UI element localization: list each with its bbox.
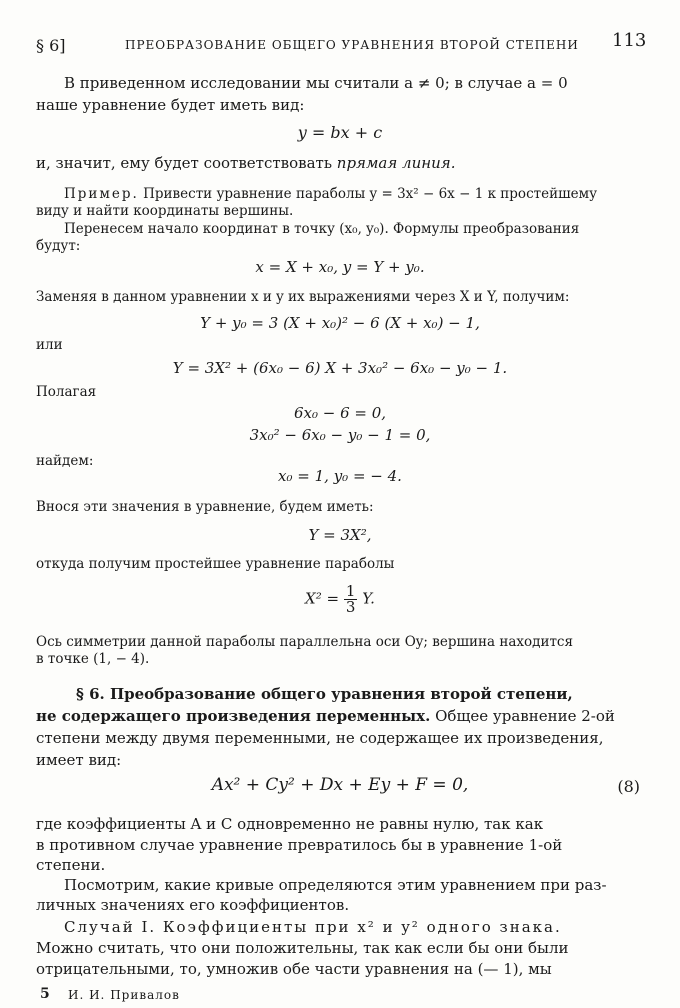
page-number: 113 [612, 30, 647, 51]
formula-canonical-right: Y. [362, 589, 375, 608]
section6-line-4: имеет вид: [36, 751, 122, 769]
example-label: Пример. [64, 186, 139, 202]
formula-canonical-left: X² = [305, 589, 340, 608]
section6-line-3: степени между двумя переменными, не содержащее их произведения, [36, 729, 604, 747]
formula-expanded: Y = 3X² + (6x₀ − 6) X + 3x₀² − 6x₀ − y₀ − 1. [172, 359, 508, 377]
section6-line-2-text: Общее уравнение 2-ой [435, 707, 615, 725]
formula-condition-2: 3x₀² − 6x₀ − y₀ − 1 = 0, [249, 426, 431, 444]
formula-condition-1: 6x₀ − 6 = 0, [293, 404, 387, 422]
formula-transform: x = X + x₀, y = Y + y₀. [255, 258, 425, 276]
section6-line-8: Посмотрим, какие кривые определяются этим уравнением при раз- [64, 876, 607, 894]
example-line-2: виду и найти координаты вершины. [36, 203, 294, 219]
example-line-9: в точке (1, − 4). [36, 651, 150, 667]
example-line-8: Ось симметрии данной параболы параллельна оси Oy; вершина находится [36, 634, 574, 650]
example-line-5: Заменяя в данном уравнении x и y их выражениями через X и Y, получим: [36, 289, 570, 305]
footer-author: И. И. Привалов [68, 988, 180, 1002]
fraction-one-third [344, 584, 358, 615]
section6-line-7: степени. [36, 856, 106, 874]
section6-line-2 [36, 707, 615, 725]
formula-substitution: Y + y₀ = 3 (X + x₀)² − 6 (X + x₀) − 1, [200, 314, 480, 332]
example-assuming: Полагая [36, 384, 97, 400]
section6-line-10: Можно считать, что они положительны, так как если бы они были [36, 939, 569, 957]
intro-line-2: наше уравнение будет иметь вид: [36, 96, 305, 114]
formula-vertex: x₀ = 1, y₀ = − 4. [278, 467, 402, 485]
example-line-1 [64, 186, 597, 202]
example-line-3: Перенесем начало координат в точку (x₀, y₀). Формулы преобразования [64, 221, 580, 237]
header-title: ПРЕОБРАЗОВАНИЕ ОБЩЕГО УРАВНЕНИЯ ВТОРОЙ СТЕПЕНИ [125, 38, 579, 52]
fraction-numerator: 1 [345, 582, 356, 600]
example-line-7: откуда получим простейшее уравнение параболы [36, 556, 395, 572]
formula-simplified: Y = 3X², [308, 526, 372, 544]
section6-heading-cont: не содержащего произведения переменных. [36, 707, 431, 725]
equation-number: (8) [617, 777, 640, 796]
example-task: Привести уравнение параболы y = 3x² − 6x − 1 к простейшему [143, 186, 598, 202]
example-line-6: Внося эти значения в уравнение, будем иметь: [36, 499, 374, 515]
fraction-denominator: 3 [345, 598, 356, 616]
formula-linear: y = bx + c [297, 123, 383, 142]
section6-line-9: личных значениях его коэффициентов. [36, 896, 350, 914]
case-1-heading: Случай I. Коэффициенты при x² и y² одного знака. [64, 918, 562, 936]
intro-line-1: В приведенном исследовании мы считали a ≠ 0; в случае a = 0 [64, 74, 568, 92]
example-find: найдем: [36, 453, 94, 469]
signature-number: 5 [40, 986, 50, 1002]
example-or: или [36, 337, 63, 353]
example-line-4: будут: [36, 238, 81, 254]
section6-line-11: отрицательными, то, умножив обе части уравнения на (— 1), мы [36, 960, 552, 978]
section6-line-5: где коэффициенты A и C одновременно не равны нулю, так как [36, 815, 544, 833]
section6-heading: § 6. Преобразование общего уравнения второй степени, [76, 685, 573, 703]
formula-general-equation: Ax² + Cy² + Dx + Ey + F = 0, [211, 775, 469, 795]
straight-line-term: прямая линия. [336, 154, 456, 172]
formula-canonical-parabola [0, 584, 680, 615]
header-section: § 6] [36, 36, 66, 55]
section6-line-6: в противном случае уравнение превратилось бы в уравнение 1-ой [36, 836, 563, 854]
intro-line-3-text: и, значит, ему будет соответствовать [36, 154, 332, 172]
intro-line-3 [36, 154, 456, 172]
